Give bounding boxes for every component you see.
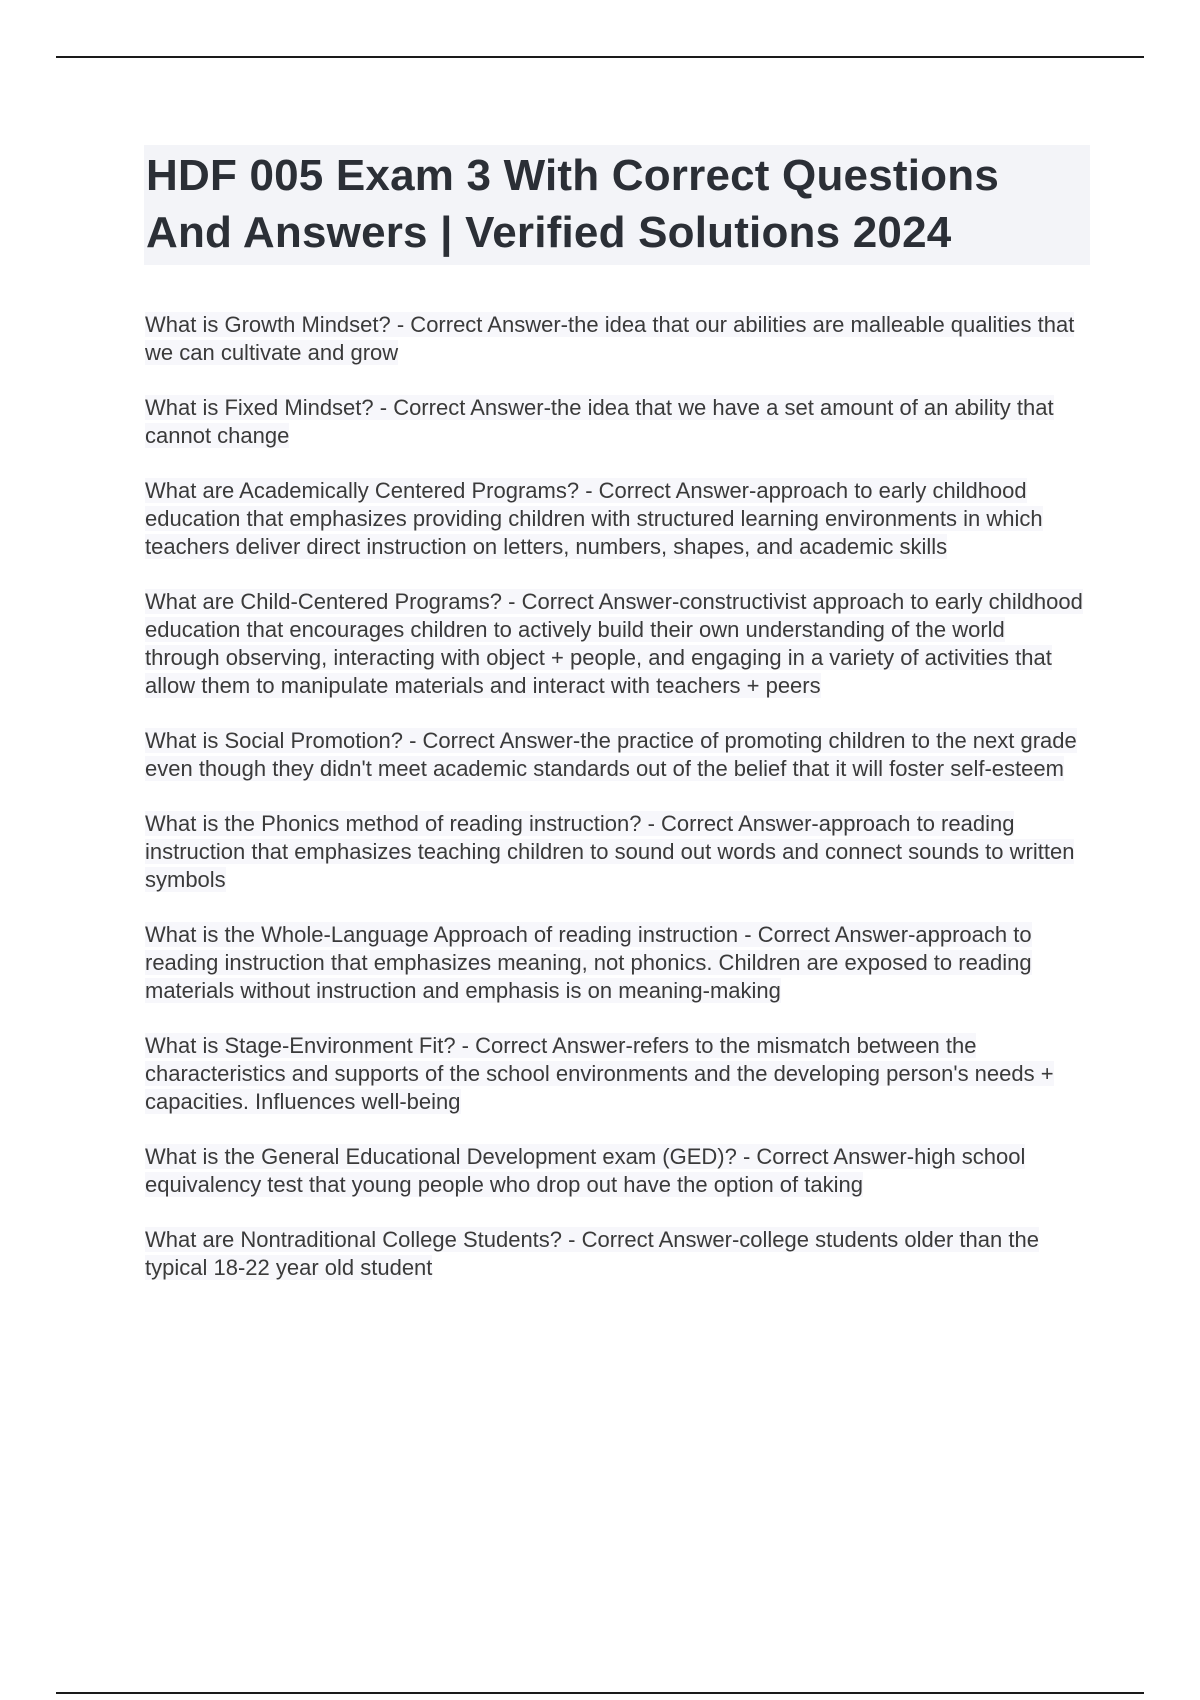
qa-text: What is Social Promotion? - Correct Answer-the practice of promoting children to the next grade even though they didn't meet academic standards out of the belief that it will foster self-esteem [145,728,1077,781]
title-block [144,145,1090,265]
qa-item [145,394,1085,450]
qa-text: What are Child-Centered Programs? - Correct Answer-constructivist approach to early childhood education that encourages children to actively build their own understanding of the world through observing, interacting with object + people, and engaging in a variety of activities that allow them to manipulate materials and interact with teachers + peers [145,589,1083,698]
qa-list [145,311,1085,1309]
qa-item [145,727,1085,783]
qa-text: What is the Phonics method of reading instruction? - Correct Answer-approach to reading instruction that emphasizes teaching children to sound out words and connect sounds to written symbols [145,811,1075,892]
qa-text: What is Fixed Mindset? - Correct Answer-the idea that we have a set amount of an ability that cannot change [145,395,1054,448]
qa-text: What is Growth Mindset? - Correct Answer-the idea that our abilities are malleable qualities that we can cultivate and grow [145,312,1075,365]
top-divider [56,56,1144,58]
qa-text: What is Stage-Environment Fit? - Correct Answer-refers to the mismatch between the characteristics and supports of the school environments and the developing person's needs + capacities. Influences well-being [145,1033,1054,1114]
qa-item [145,1226,1085,1282]
qa-text: What is the General Educational Development exam (GED)? - Correct Answer-high school equivalency test that young people who drop out have the option of taking [145,1144,1026,1197]
qa-item [145,477,1085,561]
qa-item [145,1143,1085,1199]
qa-item [145,1032,1085,1116]
qa-item [145,588,1085,700]
qa-item [145,810,1085,894]
qa-item [145,921,1085,1005]
document-title: HDF 005 Exam 3 With Correct Questions And Answers | Verified Solutions 2024 [146,151,1000,257]
qa-text: What is the Whole-Language Approach of reading instruction - Correct Answer-approach to reading instruction that emphasizes meaning, not phonics. Children are exposed to reading materials without instruction and emphasis is on meaning-making [145,922,1032,1003]
qa-item [145,311,1085,367]
qa-text: What are Academically Centered Programs? - Correct Answer-approach to early childhood education that emphasizes providing children with structured learning environments in which teachers deliver direct instruction on letters, numbers, shapes, and academic skills [145,478,1043,559]
qa-text: What are Nontraditional College Students? - Correct Answer-college students older than the typical 18-22 year old student [145,1227,1039,1280]
bottom-divider [56,1692,1144,1694]
